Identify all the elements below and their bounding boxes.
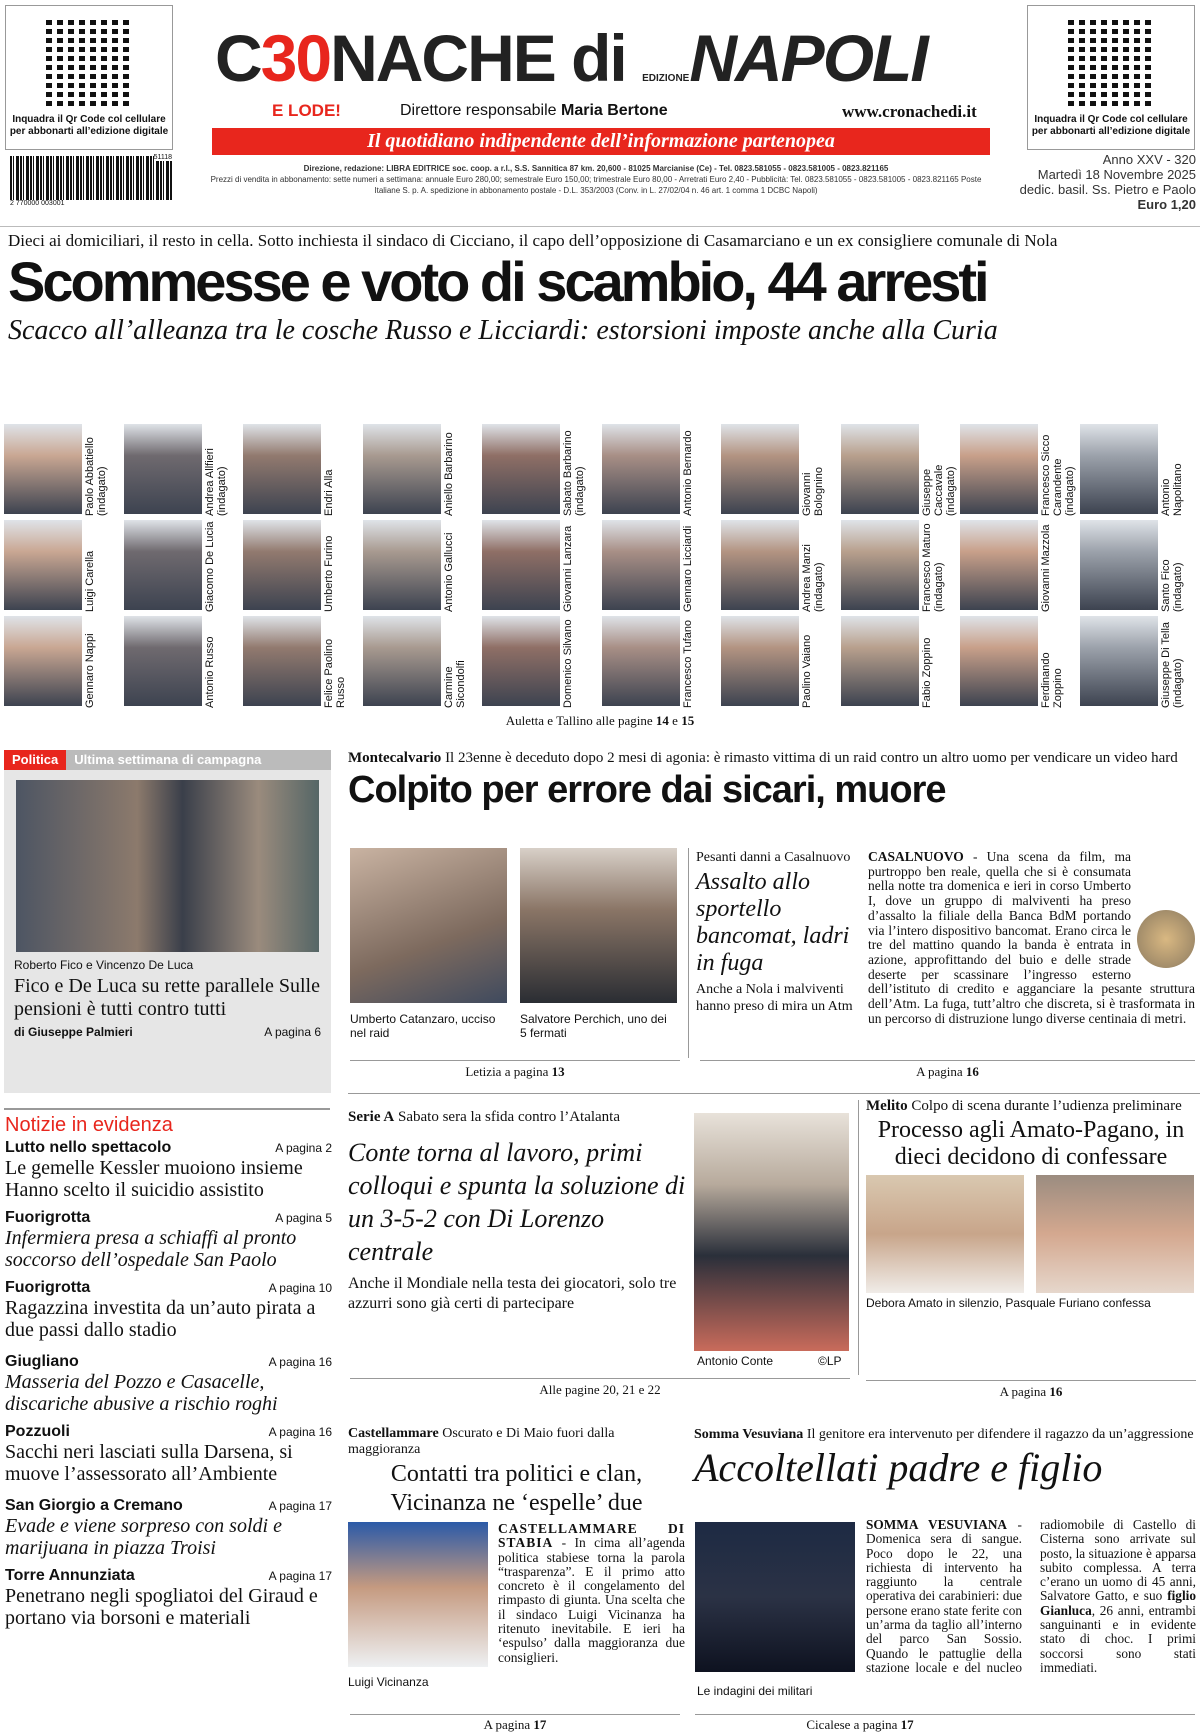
person-name: Giovanni Bolognino — [801, 467, 825, 516]
bancomat-subhead: Anche a Nola i malviventi hanno preso di mira un Atm — [696, 982, 853, 1014]
dateline: CASALNUOVO — [868, 849, 964, 864]
divider — [4, 1108, 330, 1110]
castellammare-story — [348, 1426, 685, 1689]
arrested-person — [1080, 424, 1198, 516]
person-name: Fabio Zoppino — [920, 637, 933, 708]
mugshot-photo — [602, 616, 680, 706]
ref-text: A pagina — [916, 1064, 963, 1079]
director-label: Direttore responsabile — [400, 102, 557, 119]
photo-credit: ©LP — [818, 1354, 842, 1368]
melito-headline[interactable]: Processo agli Amato-Pagano, in dieci decidono di confessare — [877, 1117, 1185, 1170]
divider — [688, 848, 689, 1058]
ref-text: Cicalese a pagina — [806, 1717, 898, 1732]
person-name: Giovanni Mazzola — [1040, 524, 1052, 612]
politica-box[interactable] — [4, 750, 331, 1093]
mugshot-photo — [363, 520, 441, 610]
barcode-number: 2 770000 003001 — [10, 200, 65, 207]
divider — [700, 1060, 1195, 1061]
bancomat-story[interactable] — [696, 850, 858, 1015]
conte-photo — [694, 1113, 849, 1351]
article-text: - In cima all’agenda politica stabiese torna la parola “trasparenza”. E il primo atto concreto è il congelamento del rimpasto di giunta. Una scelta che il sindaco Luigi Vicinanza ha ritenuto inevitabile. E ieri ha ‘espulso’ dalla maggioranza due consiglieri. — [498, 1535, 685, 1665]
ref-text: A pagina — [999, 1384, 1047, 1399]
logo-lode: E LODE! — [272, 101, 341, 120]
atm-photo — [1137, 910, 1195, 968]
item-page: A pagina 16 — [268, 1425, 332, 1439]
kicker-place: Melito — [866, 1098, 908, 1114]
arrested-person — [482, 424, 600, 516]
ref-text: Letizia a pagina — [465, 1064, 549, 1079]
mugshot-photo — [124, 424, 202, 514]
lead-kicker: Dieci ai domiciliari, il resto in cella. Sotto inchiesta il sindaco di Cicciano, il capo dell’opposizione di Casamarciano e un ex consigliere comunale di Nola — [8, 231, 1058, 250]
item-page: A pagina 17 — [268, 1499, 332, 1513]
mugshot-photo — [602, 520, 680, 610]
article-text: , 26 anni, entrambi sanguinanti e in evidente stato di choc. I primi soccorsi sono stati immediati. — [1040, 1602, 1196, 1675]
somma-headline[interactable]: Accoltellati padre e figlio — [694, 1445, 1103, 1490]
issue-date: Martedì 18 Novembre 2025 — [1037, 167, 1196, 182]
bancomat-headline: Assalto allo sportello bancomat, ladri in fuga — [696, 869, 850, 976]
mugshot-photo — [960, 520, 1038, 610]
mugshot-photo — [960, 424, 1038, 514]
section-tag: Politica — [4, 750, 66, 770]
arrested-person — [243, 520, 361, 612]
item-headline: Masseria del Pozzo e Casacelle, discariche abusive a rischio roghi — [5, 1371, 278, 1415]
arrested-person — [4, 424, 122, 516]
director — [400, 102, 668, 120]
arrested-person — [841, 520, 959, 612]
mugshot-photo — [841, 424, 919, 514]
qr-caption: Inquadra il Qr Code col cellulare per abbonarti all’edizione digitale — [1031, 114, 1191, 137]
person-name: Endri Alla — [323, 469, 335, 516]
photo-caption: Le indagini dei militari — [697, 1684, 813, 1698]
person-name: Francesco Maturo (indagato) — [920, 523, 945, 612]
photo-caption: Luigi Vicinanza — [348, 1675, 429, 1689]
person-name: Paolino Vaiano — [801, 634, 813, 708]
divider — [350, 1378, 850, 1379]
seriea-subhead: Anche il Mondiale nella testa dei giocatori, solo tre azzurri sono già certi di partecipare — [348, 1275, 677, 1312]
evidenza-item[interactable] — [5, 1497, 332, 1559]
melito-story — [866, 1098, 1196, 1310]
mugshot-photo — [841, 616, 919, 706]
divider — [866, 1380, 1196, 1381]
qr-code[interactable] — [46, 20, 132, 106]
person-name: Francesco Tufano — [681, 619, 694, 708]
person-name: Antonio Napolitano — [1159, 463, 1184, 516]
arrested-person — [243, 424, 361, 516]
article-bold: figlio Gianluca — [1040, 1588, 1196, 1618]
ref-page: 16 — [965, 1064, 979, 1079]
logo-text: NACHE di — [330, 21, 626, 95]
tagline-bar: Il quotidiano indipendente dell’informazione partenopea — [212, 128, 990, 155]
mugshot-photo — [721, 616, 799, 706]
carabinieri-photo — [695, 1522, 855, 1672]
section-label: Ultima settimana di campagna — [74, 752, 262, 767]
somma-body — [866, 1518, 1196, 1675]
item-place: Pozzuoli — [5, 1423, 70, 1440]
castellammare-page-ref[interactable] — [350, 1717, 680, 1733]
item-place: Giugliano — [5, 1353, 79, 1370]
issue-number: Anno XXV - 320 — [1102, 152, 1196, 167]
person-name: Antonio Gallucci — [442, 532, 455, 612]
evidenza-item[interactable] — [5, 1353, 332, 1415]
issue-info — [988, 152, 1196, 212]
mugshot-photo — [124, 616, 202, 706]
item-page: A pagina 17 — [268, 1569, 332, 1583]
price: Euro 1,20 — [1137, 197, 1196, 212]
evidenza-item[interactable] — [5, 1279, 332, 1341]
arrested-person — [721, 424, 839, 516]
montecalvario-page-ref[interactable] — [350, 1064, 680, 1080]
imprint-line: Direzione, redazione: LIBRA EDITRICE soc. coop. a r.l., S.S. Sannitica 87 km. 20,600 - 81025 Marcianise (Ce) - Tel. 0823.581055 - 0823.581005 - 0823.821165 — [303, 164, 889, 173]
arrested-person — [363, 616, 481, 708]
mugshot-photo — [243, 424, 321, 514]
montecalvario-headline[interactable]: Colpito per errore dai sicari, muore — [348, 769, 946, 811]
bancomat-page-ref[interactable] — [700, 1064, 1195, 1080]
page-ref[interactable]: A pagina 6 — [264, 1025, 321, 1039]
mugshot-photo — [602, 424, 680, 514]
divider — [858, 1100, 859, 1375]
item-headline: Ragazzina investita da un’auto pirata a due passi dallo stadio — [5, 1297, 316, 1341]
seriea-kicker — [348, 1108, 688, 1126]
mugshot-photo — [4, 520, 82, 610]
evidenza-item[interactable] — [5, 1209, 332, 1271]
lead-subhead: Scacco all’alleanza tra le cosche Russo e Licciardi: estorsioni imposte anche alla Curia — [8, 315, 998, 346]
ref-text: e — [672, 713, 678, 728]
mugshot-photo — [363, 616, 441, 706]
mugshot-photo — [1080, 424, 1158, 514]
divider — [350, 1060, 680, 1061]
person-name: Aniello Barbarino — [442, 432, 455, 516]
melito-page-ref[interactable] — [866, 1384, 1196, 1400]
seriea-headline[interactable]: Conte torna al lavoro, primi colloqui e spunta la soluzione di un 3-5-2 con Di Lorenzo centrale — [348, 1138, 686, 1266]
ref-page: 13 — [551, 1064, 565, 1079]
divider — [348, 1093, 1200, 1094]
arrested-person — [721, 520, 839, 612]
author: di Giuseppe Palmieri — [14, 1025, 133, 1039]
kicker-place: Somma Vesuviana — [694, 1427, 804, 1442]
item-headline: Evade e viene sorpreso con soldi e marijuana in piazza Troisi — [5, 1515, 282, 1559]
photo-caption: Debora Amato in silenzio, Pasquale Furiano confessa — [866, 1296, 1151, 1310]
kicker-place: Castellammare — [348, 1426, 439, 1441]
castellammare-kicker — [348, 1426, 685, 1458]
somma-header — [694, 1426, 1196, 1493]
somma-kicker — [694, 1426, 1196, 1443]
kicker-text: Oscurato e Di Maio fuori dalla maggioranza — [348, 1426, 615, 1457]
person-name: Felice Paolino Russo — [323, 638, 347, 708]
arrested-person — [363, 424, 481, 516]
logo-number: 30 — [260, 21, 331, 95]
somma-page-ref[interactable] — [695, 1717, 1025, 1733]
arrested-person — [124, 424, 242, 516]
evidenza-item[interactable] — [5, 1567, 332, 1629]
person-name: Francesco Sicco Carandente (indagato) — [1040, 434, 1076, 516]
politica-header — [4, 750, 331, 770]
seriea-story — [348, 1108, 688, 1314]
mugshot-photo — [721, 520, 799, 610]
ref-page: 15 — [681, 713, 695, 728]
politica-photo — [16, 780, 319, 952]
arrested-person — [721, 616, 839, 708]
arrested-person — [124, 616, 242, 708]
politica-headline[interactable]: Fico e De Luca su rette parallele Sulle pensioni è tutti contro tutti — [14, 975, 320, 1020]
ref-page: 14 — [655, 713, 669, 728]
person-name: Gennaro Licciardi — [681, 525, 694, 612]
mugshot-photo — [721, 424, 799, 514]
item-page: A pagina 2 — [275, 1141, 332, 1155]
imprint — [210, 163, 982, 196]
arrested-person — [4, 616, 122, 708]
barcode-top: 51118 — [153, 154, 172, 161]
amato-photo — [866, 1175, 1024, 1293]
person-name: Antonio Bernardo — [681, 430, 694, 516]
arrested-person — [243, 616, 361, 708]
item-headline: Le gemelle Kessler muoiono insieme Hanno scelto il suicidio assistito — [5, 1157, 303, 1201]
photo-caption: Roberto Fico e Vincenzo De Luca — [14, 958, 194, 972]
mugshot-photo — [124, 520, 202, 610]
arrested-person — [841, 616, 959, 708]
dateline: SOMMA VESUVIANA — [866, 1517, 1008, 1532]
castellammare-headline[interactable]: Contatti tra politici e clan, Vicinanza ne ‘espelle’ due — [390, 1461, 643, 1516]
kicker-text: Sabato sera la sfida contro l’Atalanta — [398, 1109, 620, 1125]
person-name: Giuseppe Di Tella (indagato) — [1159, 621, 1184, 708]
article-text: - Domenica sera di sangue. Poco dopo le 22, una richiesta di intervento ha raggiunto la centrale operativa dei carabinieri: due persone erano state ferite con un’arma da taglio all’interno del parco San Sossio. Quando le pattuglie della stazione locale e del nucleo radiomobile di Castello di Cisterna sono arrivate sul posto, la situazione è apparsa subito complessa. A terra c’erano un uomo di 45 anni, Salvatore Gatto, e suo — [866, 1517, 1196, 1675]
person-name: Andrea Manzi (indagato) — [801, 544, 825, 612]
arrested-person — [4, 520, 122, 612]
arrested-person — [960, 616, 1078, 708]
arrested-photo-grid — [4, 424, 1200, 714]
bancomat-kicker: Pesanti danni a Casalnuovo — [696, 850, 851, 865]
photo-caption: Umberto Catanzaro, ucciso nel raid — [350, 1012, 496, 1040]
arrested-person — [1080, 616, 1198, 708]
item-place: Fuorigrotta — [5, 1279, 91, 1296]
ref-text: A pagina — [483, 1717, 531, 1732]
ref-page: 16 — [1049, 1384, 1063, 1399]
arrested-person — [602, 424, 720, 516]
item-place: Lutto nello spettacolo — [5, 1139, 172, 1156]
person-name: Sabato Barbarino (indagato) — [562, 430, 586, 516]
item-headline: Sacchi neri lasciati sulla Darsena, si muove l’assessorato all’Ambiente — [5, 1441, 293, 1485]
mugshot-photo — [243, 520, 321, 610]
mugshot-photo — [243, 616, 321, 706]
divider — [0, 226, 1200, 227]
arrested-person — [602, 520, 720, 612]
mugshot-photo — [1080, 616, 1158, 706]
item-page: A pagina 5 — [275, 1211, 332, 1225]
kicker-text: Il genitore era intervenuto per difendere il ragazzo da un’aggressione — [806, 1427, 1194, 1442]
person-name: Giovanni Lanzara — [562, 525, 574, 612]
person-name: Paolo Abbatiello (indagato) — [84, 437, 108, 516]
seriea-page-ref[interactable]: Alle pagine 20, 21 e 22 — [539, 1382, 661, 1397]
victim-photo — [350, 848, 507, 1003]
montecalvario-kicker — [348, 750, 1196, 767]
evidenza-item[interactable] — [5, 1423, 332, 1485]
evidenza-title: Notizie in evidenza — [5, 1114, 173, 1136]
mugshot-photo — [1080, 520, 1158, 610]
person-name: Gennaro Nappi — [84, 633, 96, 708]
person-name: Ferdinando Zoppino — [1040, 652, 1064, 708]
logo-city: NAPOLI — [689, 21, 927, 95]
person-name: Antonio Russo — [203, 636, 216, 708]
bancomat-body — [868, 850, 1195, 1026]
person-name: Giuseppe Caccavale (indagato) — [920, 464, 957, 516]
qr-box-right[interactable] — [1027, 5, 1195, 150]
person-name: Santo Fico (indagato) — [1159, 559, 1184, 612]
qr-caption: Inquadra il Qr Code col cellulare per abbonarti all’edizione digitale — [9, 114, 169, 137]
logo-prefix: C — [215, 21, 261, 95]
arrested-person — [1080, 520, 1198, 612]
furiano-photo — [1036, 1175, 1194, 1293]
arrested-person — [124, 520, 242, 612]
kicker-place: Serie A — [348, 1109, 395, 1125]
director-name: Maria Bertone — [560, 102, 668, 119]
imprint-prices: Prezzi di vendita in abbonamento: sette numeri a settimana: annuale Euro 280,00; semestrale Euro 150,00; trimestrale Euro 80,00 - Arretrati Euro 2,40 - Pubblicità: Tel. 0823.581055 - 0823.581005 - 0823.821165 Poste Italiane S. p. A. spedizione in abbonamento postale - D.L. 353/2003 (Conv. in L. 27/02/04 n. 46 art. 1 comma 1 DCBC Napoli) — [210, 175, 982, 195]
ref-page: 17 — [900, 1717, 914, 1732]
qr-code[interactable] — [1068, 20, 1154, 106]
kicker-place: Montecalvario — [348, 750, 442, 766]
lead-page-ref[interactable] — [0, 713, 1200, 729]
qr-box-left[interactable] — [5, 5, 173, 150]
person-name: Luigi Carella — [84, 550, 96, 612]
arrested-person — [363, 520, 481, 612]
arrested-person — [482, 520, 600, 612]
ref-text: Auletta e Tallino alle pagine — [505, 713, 653, 728]
website-link[interactable]: www.cronachedi.it — [842, 102, 977, 121]
castellammare-body — [498, 1522, 685, 1689]
person-name: Carmine Sicondolfi — [442, 660, 467, 708]
item-place: San Giorgio a Cremano — [5, 1497, 183, 1514]
person-name: Domenico Silvano — [562, 619, 574, 708]
mugshot-photo — [482, 520, 560, 610]
divider — [695, 1714, 1195, 1715]
item-page: A pagina 10 — [268, 1281, 332, 1295]
lead-headline[interactable]: Scommesse e voto di scambio, 44 arresti — [8, 250, 987, 313]
arrested-person — [602, 616, 720, 708]
mugshot-photo — [960, 616, 1038, 706]
kicker-text: Colpo di scena durante l’udienza preliminare — [911, 1098, 1182, 1114]
mugshot-photo — [482, 424, 560, 514]
person-name: Giacomo De Lucia — [203, 521, 216, 612]
mugshot-photo — [482, 616, 560, 706]
montecalvario-header — [348, 750, 1196, 813]
person-name: Umberto Furino — [323, 535, 335, 612]
item-page: A pagina 16 — [268, 1355, 332, 1369]
arrested-person — [482, 616, 600, 708]
arrested-person — [841, 424, 959, 516]
item-place: Torre Annunziata — [5, 1567, 135, 1584]
mugshot-photo — [841, 520, 919, 610]
person-name: Andrea Allfieri (indagato) — [203, 448, 228, 516]
arrested-person — [960, 520, 1078, 612]
saint-of-day: dedic. basil. Ss. Pietro e Paolo — [1019, 182, 1196, 197]
evidenza-list — [5, 1114, 332, 1637]
mugshot-photo — [4, 616, 82, 706]
melito-kicker — [866, 1098, 1196, 1115]
barcode — [10, 156, 172, 214]
photo-caption: Antonio Conte — [697, 1354, 774, 1368]
arrested-person — [960, 424, 1078, 516]
mugshot-photo — [4, 424, 82, 514]
suspect-photo — [520, 848, 677, 1003]
item-headline: Penetrano negli spogliatoi del Giraud e portano via borsoni e materiali — [5, 1585, 318, 1629]
dateline: CASTELLAMMARE DI STABIA — [498, 1521, 685, 1551]
vicinanza-photo — [348, 1522, 488, 1667]
item-place: Fuorigrotta — [5, 1209, 91, 1226]
lead-block — [8, 231, 1194, 348]
kicker-text: Il 23enne è deceduto dopo 2 mesi di agonia: è rimasto vittima di un raid contro un altro uomo per vendicare un video hard — [445, 750, 1178, 766]
divider — [350, 1714, 680, 1715]
photo-caption: Salvatore Perchich, uno dei 5 fermati — [520, 1012, 667, 1040]
mugshot-photo — [363, 424, 441, 514]
item-headline: Infermiera presa a schiaffi al pronto soccorso dell’ospedale San Paolo — [5, 1227, 297, 1271]
logo-edition: EDIZIONE — [642, 73, 690, 84]
evidenza-item[interactable] — [5, 1139, 332, 1201]
ref-page: 17 — [533, 1717, 547, 1732]
article-text: - Una scena da film, ma purtroppo ben reale, quella che si è consumata nella notte tra domenica e ieri in corso Umberto I, dove un gruppo di malviventi ha preso d’assalto la filiale della Banca BdM portando via l’intero dispositivo bancomat. Erano circa le tre del mattino quando la banda è entrata in azione, approfittando del buio e delle strade deserte per scassinare l’ingresso esterno dell’istituto di credito e agganciare la pesante struttura dell’Atm. La fuga, tutt’altro che discreta, si è trasformata in un percorso di distruzione lungo diverse centinaia di metri. — [868, 849, 1195, 1026]
